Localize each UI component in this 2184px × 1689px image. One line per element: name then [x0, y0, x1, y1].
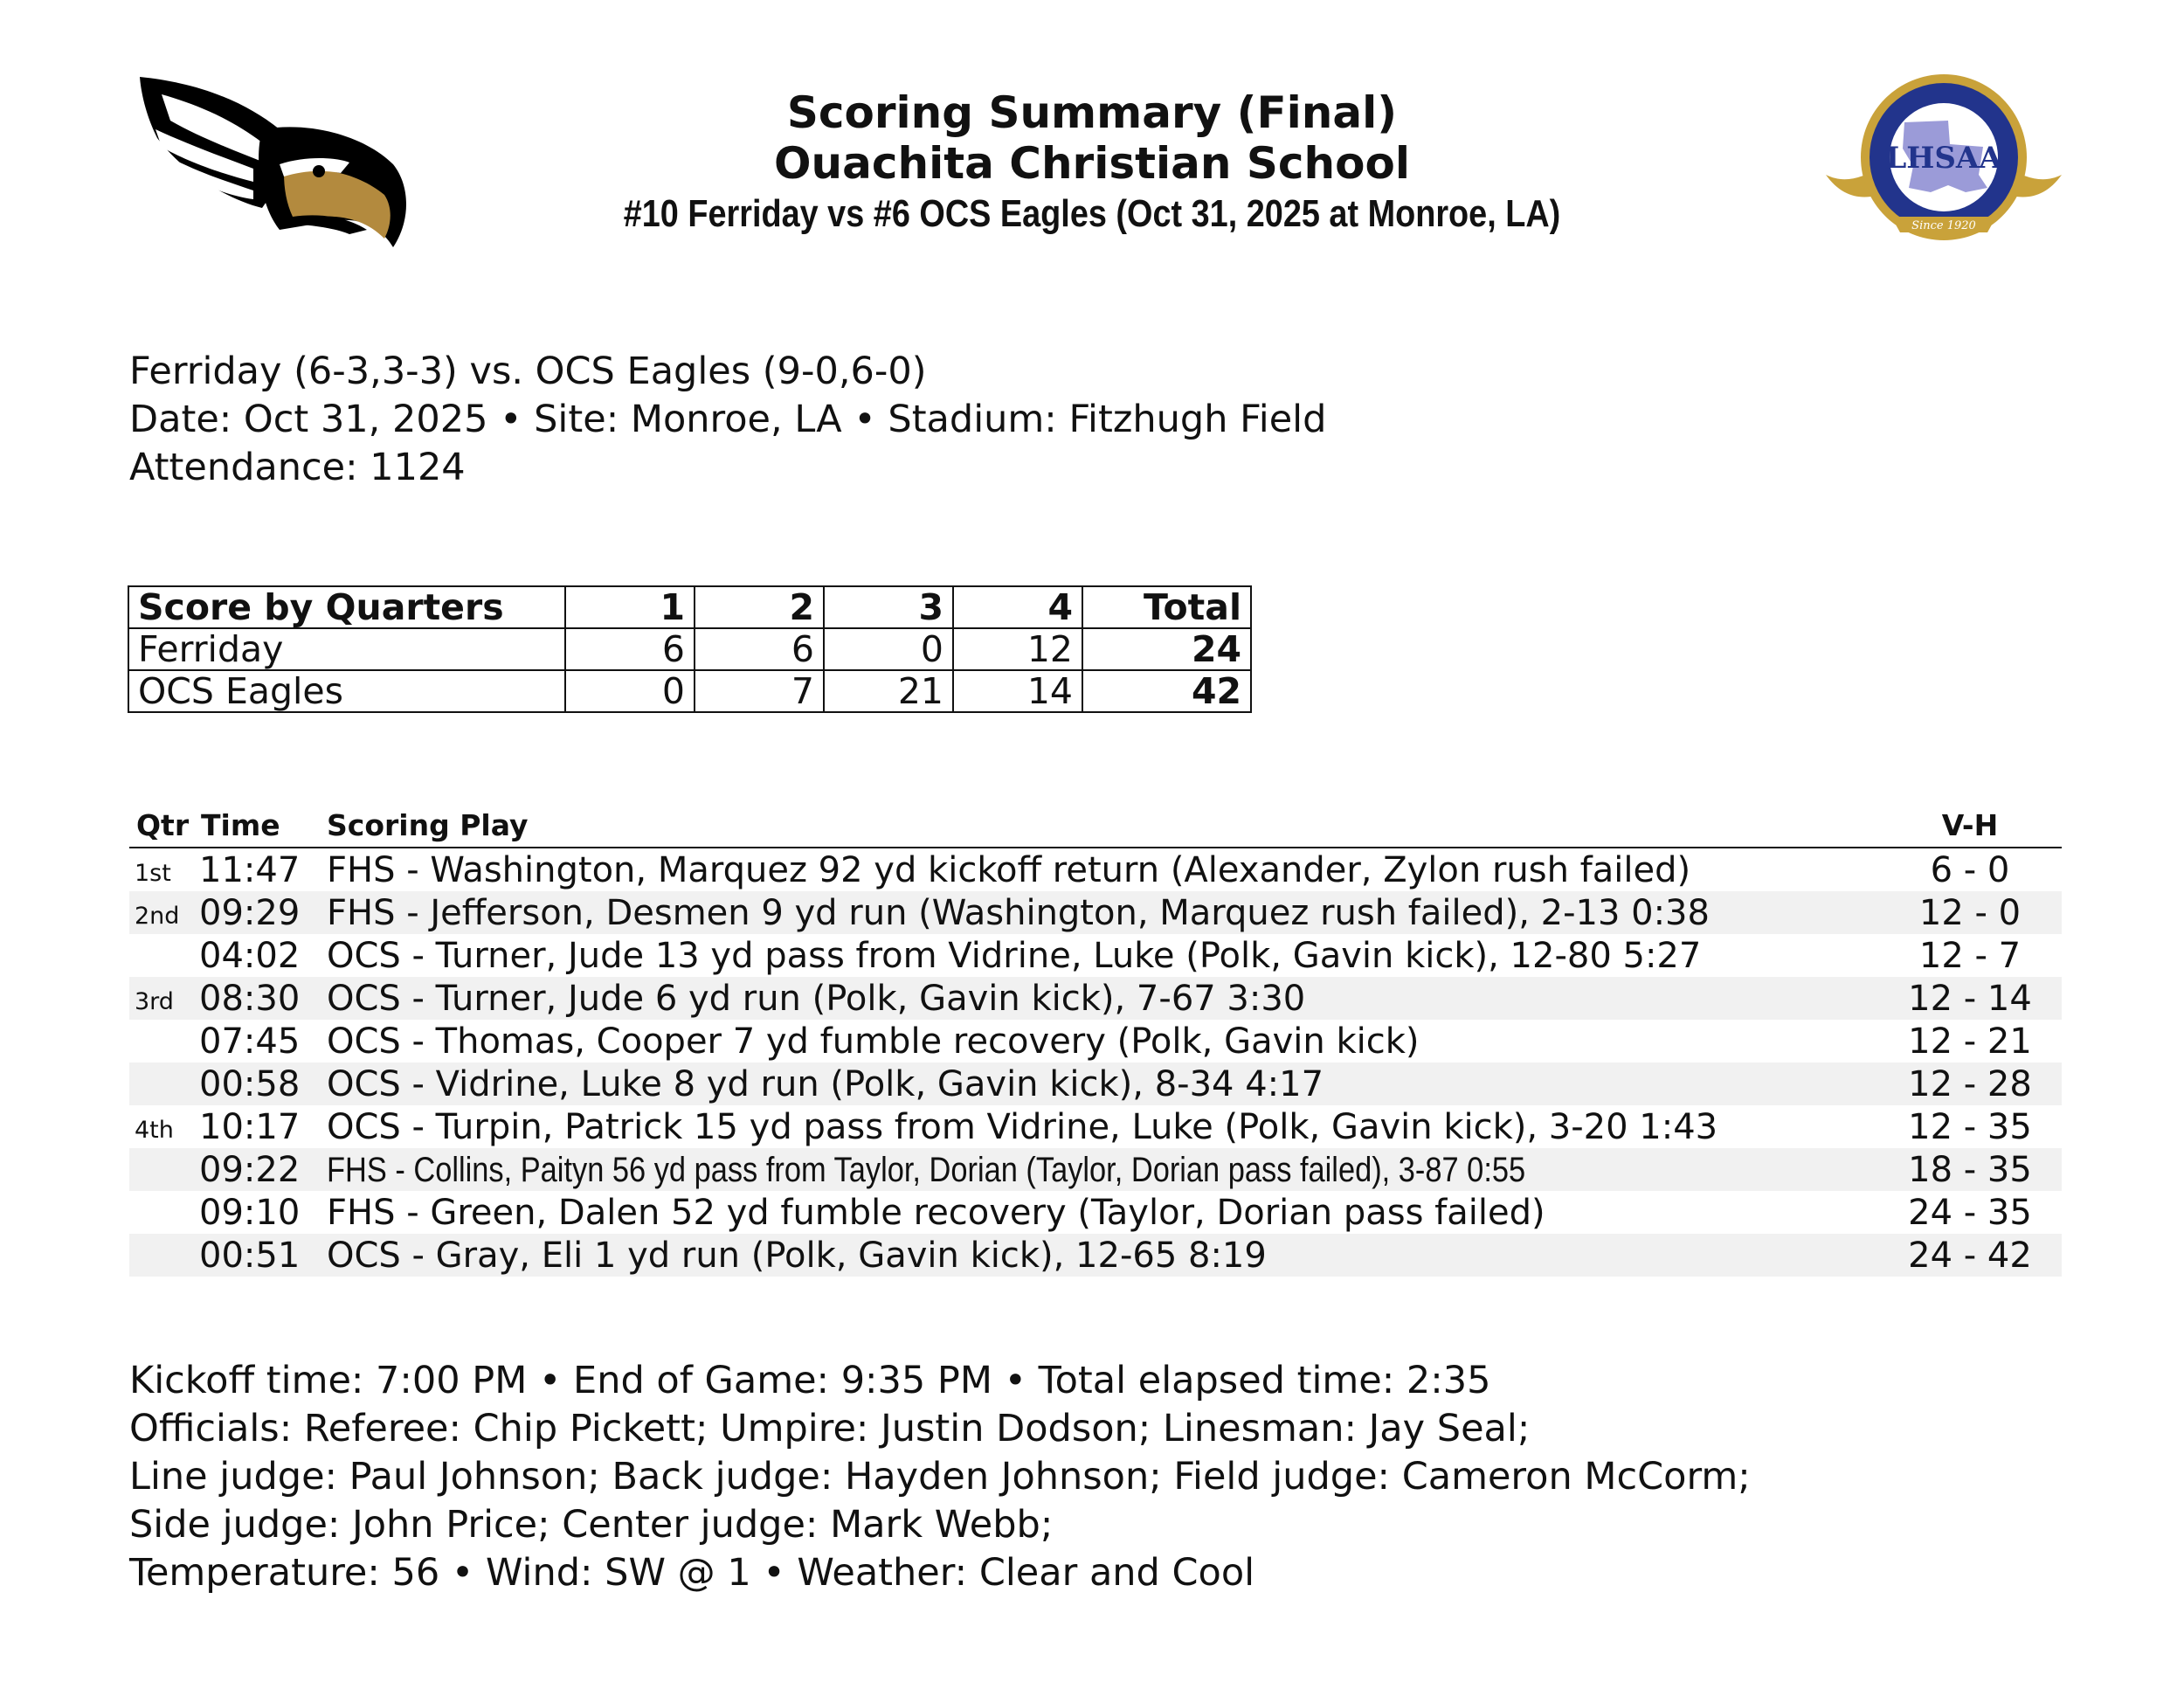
play-description: FHS - Jefferson, Desmen 9 yd run (Washington, Marquez rush failed), 2-13 0:38 [327, 893, 1710, 933]
score-by-quarters-table [128, 585, 1252, 713]
team-name: Ferriday [128, 628, 565, 670]
quarter-score: 0 [565, 670, 695, 712]
table-header-row [129, 808, 2062, 848]
table-row [129, 1105, 2062, 1148]
officials-line: Officials: Referee: Chip Pickett; Umpire: Justin Dodson; Linesman: Jay Seal; [129, 1407, 1531, 1450]
quarter-score: 6 [565, 628, 695, 670]
play-time: 09:29 [199, 893, 301, 933]
running-score: 12 - 21 [1908, 1021, 2032, 1062]
column-header-play: Scoring Play [327, 808, 529, 842]
play-time: 07:45 [199, 1021, 301, 1062]
quarter-label: 1st [135, 860, 171, 887]
quarter-score: 12 [953, 628, 1082, 670]
play-time: 08:30 [199, 979, 301, 1019]
play-description: FHS - Green, Dalen 52 yd fumble recovery (Taylor, Dorian pass failed) [327, 1193, 1545, 1233]
table-header: 2 [695, 586, 824, 628]
table-row [129, 1234, 2062, 1277]
svg-text:Since 1920: Since 1920 [1911, 219, 1976, 232]
table-header: Total [1082, 586, 1251, 628]
quarter-label: 2nd [135, 903, 180, 930]
play-description: OCS - Thomas, Cooper 7 yd fumble recovery (Polk, Gavin kick) [327, 1021, 1420, 1062]
table-header: Score by Quarters [128, 586, 565, 628]
total-score: 42 [1082, 670, 1251, 712]
team-name: OCS Eagles [128, 670, 565, 712]
officials-line: Side judge: John Price; Center judge: Mark Webb; [129, 1503, 1054, 1547]
running-score: 12 - 28 [1908, 1064, 2032, 1104]
table-header: 3 [824, 586, 953, 628]
kickoff-times: Kickoff time: 7:00 PM • End of Game: 9:35 PM • Total elapsed time: 2:35 [129, 1359, 1491, 1402]
table-header: 4 [953, 586, 1082, 628]
play-description: OCS - Gray, Eli 1 yd run (Polk, Gavin kick), 12-65 8:19 [327, 1236, 1267, 1276]
play-time: 10:17 [199, 1107, 301, 1147]
play-description: OCS - Turner, Jude 13 yd pass from Vidrine, Luke (Polk, Gavin kick), 12-80 5:27 [327, 936, 1702, 976]
date-site-line: Date: Oct 31, 2025 • Site: Monroe, LA • Stadium: Fitzhugh Field [129, 398, 1327, 441]
quarter-label: 4th [135, 1117, 174, 1144]
table-row [129, 934, 2062, 977]
running-score: 12 - 14 [1908, 979, 2032, 1019]
quarter-score: 21 [824, 670, 953, 712]
table-row [129, 1020, 2062, 1063]
attendance: Attendance: 1124 [129, 446, 466, 489]
matchup-subtitle: #10 Ferriday vs #6 OCS Eagles (Oct 31, 2025 at Monroe, LA) [623, 192, 1561, 235]
play-description: FHS - Collins, Paityn 56 yd pass from Taylor, Dorian (Taylor, Dorian pass failed), 3-87 0:55 [327, 1151, 1526, 1189]
table-row [128, 670, 1251, 712]
table-header: 1 [565, 586, 695, 628]
running-score: 12 - 7 [1918, 936, 2022, 976]
scoring-plays-table [129, 808, 2062, 1277]
total-score: 24 [1082, 628, 1251, 670]
play-time: 00:58 [199, 1064, 301, 1104]
column-header-vh: V-H [1941, 808, 1999, 842]
column-header-time: Time [201, 808, 280, 842]
column-header-qtr: Qtr [136, 808, 190, 842]
table-row [129, 848, 2062, 891]
play-description: OCS - Vidrine, Luke 8 yd run (Polk, Gavin kick), 8-34 4:17 [327, 1064, 1324, 1104]
table-header-row [128, 586, 1251, 628]
table-row [129, 977, 2062, 1020]
running-score: 24 - 35 [1908, 1193, 2032, 1233]
teams-records: Ferriday (6-3,3-3) vs. OCS Eagles (9-0,6-0) [129, 350, 927, 393]
play-time: 11:47 [199, 850, 301, 890]
table-row [129, 1148, 2062, 1191]
school-name: Ouachita Christian School [774, 138, 1410, 189]
quarter-score: 6 [695, 628, 824, 670]
play-time: 09:10 [199, 1193, 301, 1233]
svg-text:LHSAA: LHSAA [1885, 141, 2002, 176]
running-score: 12 - 0 [1918, 893, 2022, 933]
running-score: 18 - 35 [1908, 1150, 2032, 1190]
running-score: 24 - 42 [1908, 1236, 2032, 1276]
quarter-score: 7 [695, 670, 824, 712]
quarter-score: 0 [824, 628, 953, 670]
quarter-label: 3rd [135, 988, 174, 1015]
play-time: 00:51 [199, 1236, 301, 1276]
officials-line: Line judge: Paul Johnson; Back judge: Hayden Johnson; Field judge: Cameron McCorm; [129, 1455, 1751, 1499]
running-score: 6 - 0 [1930, 850, 2010, 890]
play-description: OCS - Turner, Jude 6 yd run (Polk, Gavin kick), 7-67 3:30 [327, 979, 1306, 1019]
play-description: OCS - Turpin, Patrick 15 yd pass from Vidrine, Luke (Polk, Gavin kick), 3-20 1:43 [327, 1107, 1718, 1147]
table-row [128, 628, 1251, 670]
page-title: Scoring Summary (Final) [786, 87, 1398, 138]
play-time: 04:02 [199, 936, 301, 976]
running-score: 12 - 35 [1908, 1107, 2032, 1147]
weather-line: Temperature: 56 • Wind: SW @ 1 • Weather: Clear and Cool [129, 1551, 1255, 1595]
play-time: 09:22 [199, 1150, 301, 1190]
quarter-score: 14 [953, 670, 1082, 712]
table-row [129, 891, 2062, 934]
table-row [129, 1191, 2062, 1234]
play-description: FHS - Washington, Marquez 92 yd kickoff return (Alexander, Zylon rush failed) [327, 850, 1691, 890]
table-row [129, 1063, 2062, 1105]
